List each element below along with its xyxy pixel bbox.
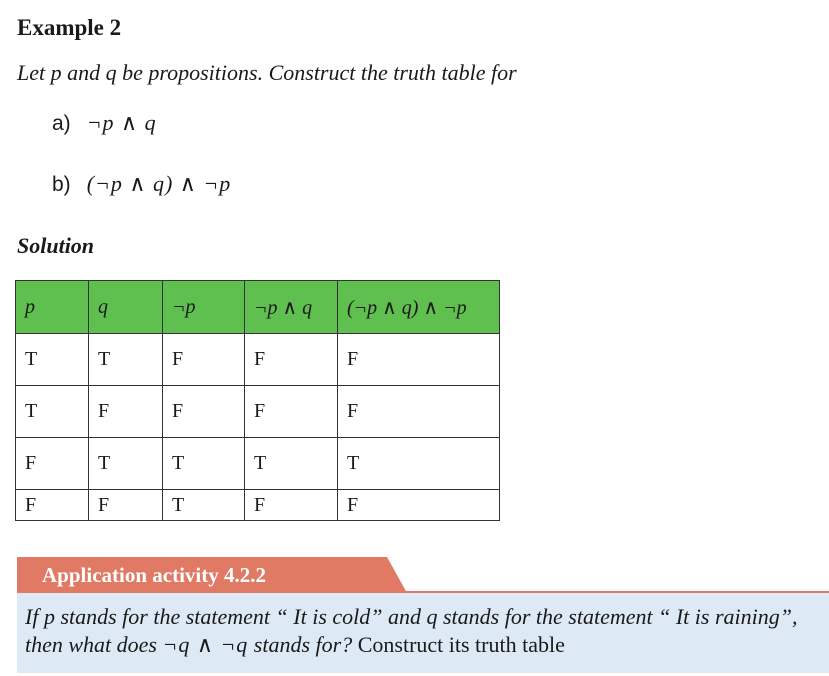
table-cell: T [89,438,163,490]
table-cell: F [16,490,89,521]
table-row [16,438,500,490]
application-text-question-end: stands for? [248,632,353,657]
table-cell: F [245,490,338,521]
table-cell: F [338,490,500,521]
table-cell: T [245,438,338,490]
table-cell: T [163,490,245,521]
table-cell: T [89,334,163,386]
truth-table [15,280,500,521]
table-row [16,386,500,438]
part-a-label: a) [52,112,71,135]
part-b [52,171,231,197]
part-a-expression: ¬p ∧ q [86,110,157,135]
application-text [25,603,815,659]
application-expression: ¬q ∧ ¬q [162,632,249,657]
truth-table-header-row [16,281,500,334]
part-a [52,110,157,136]
part-b-label: b) [52,173,71,196]
table-cell: F [89,490,163,521]
table-cell: T [163,438,245,490]
table-cell: F [89,386,163,438]
table-cell: F [163,386,245,438]
header-p: p [16,281,89,334]
table-cell: T [16,386,89,438]
application-text-question: If p stands for the statement “ It is cold” and q stands for the statement “ It is raining”, then what does [25,604,798,657]
example-title: Example 2 [17,15,122,40]
example-intro: Let p and q be propositions. Construct the truth table for [17,60,517,85]
table-cell: F [16,438,89,490]
header-not-p: ¬p [163,281,245,334]
header-not-p-and-q: ¬p ∧ q [245,281,338,334]
header-q: q [89,281,163,334]
table-cell: F [338,334,500,386]
application-text-instruction: Construct its truth table [352,632,565,657]
table-cell: T [16,334,89,386]
table-cell: T [338,438,500,490]
table-cell: F [163,334,245,386]
part-b-expression: (¬p ∧ q) ∧ ¬p [86,171,232,196]
table-row [16,334,500,386]
table-cell: F [338,386,500,438]
table-cell: F [245,386,338,438]
solution-title: Solution [17,233,95,258]
table-row [16,490,500,521]
application-title: Application activity 4.2.2 [42,563,266,587]
header-compound: (¬p ∧ q) ∧ ¬p [338,281,500,334]
table-cell: F [245,334,338,386]
